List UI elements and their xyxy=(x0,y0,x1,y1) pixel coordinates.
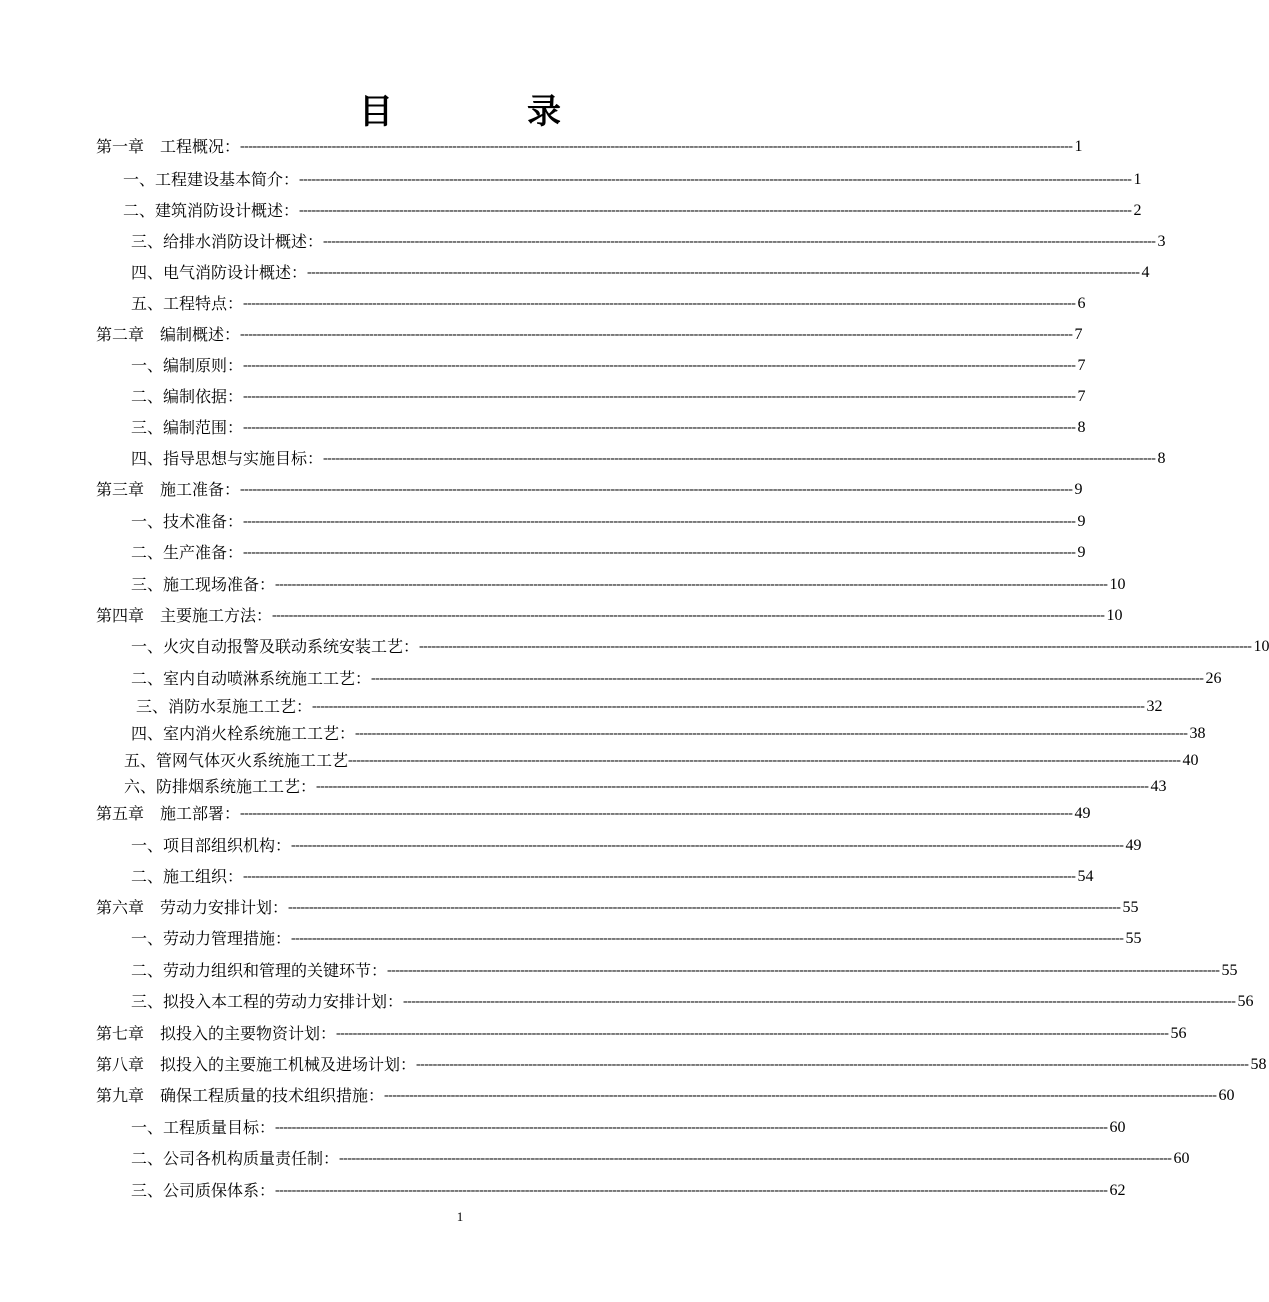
toc-entry-page: 32 xyxy=(1146,698,1163,715)
toc-entry[interactable] xyxy=(124,751,1199,771)
toc-leader: -------------------------------------------------------------------------------------------------------------------------------------------------------------------------------------------------------- xyxy=(307,265,1140,280)
toc-entry[interactable] xyxy=(131,543,1086,563)
toc-entry[interactable] xyxy=(131,232,1166,252)
toc-entry-page: 60 xyxy=(1109,1119,1126,1136)
toc-leader: -------------------------------------------------------------------------------------------------------------------------------------------------------------------------------------------------------- xyxy=(403,994,1236,1009)
toc-leader: -------------------------------------------------------------------------------------------------------------------------------------------------------------------------------------------------------- xyxy=(243,514,1076,529)
toc-entry-page: 1 xyxy=(1133,171,1142,188)
toc-leader: -------------------------------------------------------------------------------------------------------------------------------------------------------------------------------------------------------- xyxy=(339,1151,1172,1166)
toc-leader: -------------------------------------------------------------------------------------------------------------------------------------------------------------------------------------------------------- xyxy=(272,608,1105,623)
toc-entry-label: 第七章 拟投入的主要物资计划： xyxy=(96,1024,337,1043)
toc-entry[interactable] xyxy=(96,606,1123,626)
toc-entry-label: 二、编制依据： xyxy=(131,387,244,406)
toc-title: 目 录 xyxy=(359,92,611,132)
toc-entry-page: 8 xyxy=(1077,419,1086,436)
toc-entry[interactable] xyxy=(136,697,1163,717)
toc-leader: -------------------------------------------------------------------------------------------------------------------------------------------------------------------------------------------------------- xyxy=(243,869,1076,884)
toc-entry[interactable] xyxy=(131,992,1254,1012)
toc-entry-label: 二、室内自动喷淋系统施工工艺： xyxy=(131,669,372,688)
toc-leader: -------------------------------------------------------------------------------------------------------------------------------------------------------------------------------------------------------- xyxy=(240,139,1073,154)
toc-entry[interactable] xyxy=(131,836,1142,856)
toc-entry[interactable] xyxy=(131,387,1086,407)
toc-entry-page: 8 xyxy=(1157,450,1166,467)
toc-leader: -------------------------------------------------------------------------------------------------------------------------------------------------------------------------------------------------------- xyxy=(275,1120,1108,1135)
toc-entry-label: 四、指导思想与实施目标： xyxy=(131,449,324,468)
toc-entry[interactable] xyxy=(131,1181,1126,1201)
toc-entry-label: 一、工程质量目标： xyxy=(131,1118,276,1137)
toc-entry-label: 六、防排烟系统施工工艺： xyxy=(124,777,317,796)
toc-entry-label: 一、技术准备： xyxy=(131,512,244,531)
toc-leader: -------------------------------------------------------------------------------------------------------------------------------------------------------------------------------------------------------- xyxy=(243,358,1076,373)
toc-entry[interactable] xyxy=(96,325,1083,345)
toc-entry-label: 第二章 编制概述： xyxy=(96,325,241,344)
toc-leader: -------------------------------------------------------------------------------------------------------------------------------------------------------------------------------------------------------- xyxy=(387,963,1220,978)
toc-entry[interactable] xyxy=(131,418,1086,438)
toc-entry[interactable] xyxy=(131,294,1086,314)
toc-leader: -------------------------------------------------------------------------------------------------------------------------------------------------------------------------------------------------------- xyxy=(323,451,1156,466)
toc-entry-label: 第三章 施工准备： xyxy=(96,480,241,499)
toc-entry-label: 一、火灾自动报警及联动系统安装工艺： xyxy=(131,637,420,656)
toc-entry-page: 55 xyxy=(1122,899,1139,916)
toc-entry-page: 58 xyxy=(1250,1056,1267,1073)
toc-leader: -------------------------------------------------------------------------------------------------------------------------------------------------------------------------------------------------------- xyxy=(371,671,1204,686)
toc-leader: -------------------------------------------------------------------------------------------------------------------------------------------------------------------------------------------------------- xyxy=(312,699,1145,714)
toc-entry-page: 55 xyxy=(1125,930,1142,947)
toc-entry-label: 三、施工现场准备： xyxy=(131,575,276,594)
toc-leader: -------------------------------------------------------------------------------------------------------------------------------------------------------------------------------------------------------- xyxy=(240,806,1073,821)
toc-entry[interactable] xyxy=(96,898,1139,918)
toc-entry-label: 三、公司质保体系： xyxy=(131,1181,276,1200)
toc-entry-label: 一、工程建设基本简介： xyxy=(123,170,300,189)
toc-entry-page: 43 xyxy=(1150,778,1167,795)
toc-entry-label: 三、消防水泵施工工艺： xyxy=(136,697,313,716)
toc-entry-label: 二、劳动力组织和管理的关键环节： xyxy=(131,961,388,980)
toc-leader: -------------------------------------------------------------------------------------------------------------------------------------------------------------------------------------------------------- xyxy=(275,1183,1108,1198)
toc-entry-label: 四、电气消防设计概述： xyxy=(131,263,308,282)
toc-entry-label: 二、生产准备： xyxy=(131,543,244,562)
toc-entry-page: 60 xyxy=(1173,1150,1190,1167)
toc-entry-page: 10 xyxy=(1253,638,1269,655)
toc-entry[interactable] xyxy=(131,724,1206,744)
toc-leader: -------------------------------------------------------------------------------------------------------------------------------------------------------------------------------------------------------- xyxy=(288,900,1121,915)
toc-entry[interactable] xyxy=(131,512,1086,532)
toc-leader: -------------------------------------------------------------------------------------------------------------------------------------------------------------------------------------------------------- xyxy=(323,234,1156,249)
toc-entry[interactable] xyxy=(124,777,1167,797)
toc-entry[interactable] xyxy=(131,961,1238,981)
toc-entry-page: 10 xyxy=(1106,607,1123,624)
toc-entry[interactable] xyxy=(96,137,1083,157)
toc-leader: -------------------------------------------------------------------------------------------------------------------------------------------------------------------------------------------------------- xyxy=(348,753,1181,768)
toc-leader: -------------------------------------------------------------------------------------------------------------------------------------------------------------------------------------------------------- xyxy=(243,545,1076,560)
toc-entry-page: 7 xyxy=(1077,357,1086,374)
toc-entry-label: 二、建筑消防设计概述： xyxy=(123,201,300,220)
toc-entry[interactable] xyxy=(131,637,1269,657)
toc-entry-label: 一、劳动力管理措施： xyxy=(131,929,292,948)
toc-entry-label: 三、编制范围： xyxy=(131,418,244,437)
toc-entry-page: 38 xyxy=(1189,725,1206,742)
toc-leader: -------------------------------------------------------------------------------------------------------------------------------------------------------------------------------------------------------- xyxy=(243,296,1076,311)
toc-entry-label: 三、给排水消防设计概述： xyxy=(131,232,324,251)
toc-entry[interactable] xyxy=(123,201,1142,221)
toc-entry[interactable] xyxy=(131,669,1222,689)
toc-leader: -------------------------------------------------------------------------------------------------------------------------------------------------------------------------------------------------------- xyxy=(240,327,1073,342)
toc-entry-label: 第六章 劳动力安排计划： xyxy=(96,898,289,917)
page-number: 1 xyxy=(456,1209,464,1224)
toc-leader: -------------------------------------------------------------------------------------------------------------------------------------------------------------------------------------------------------- xyxy=(299,203,1132,218)
toc-leader: -------------------------------------------------------------------------------------------------------------------------------------------------------------------------------------------------------- xyxy=(243,420,1076,435)
toc-entry-label: 一、编制原则： xyxy=(131,356,244,375)
toc-leader: -------------------------------------------------------------------------------------------------------------------------------------------------------------------------------------------------------- xyxy=(275,577,1108,592)
toc-entry-page: 62 xyxy=(1109,1182,1126,1199)
toc-entry[interactable] xyxy=(131,449,1166,469)
toc-entry[interactable] xyxy=(96,804,1091,824)
toc-entry-page: 2 xyxy=(1133,202,1142,219)
toc-leader: -------------------------------------------------------------------------------------------------------------------------------------------------------------------------------------------------------- xyxy=(355,726,1188,741)
toc-entry[interactable] xyxy=(96,1024,1187,1044)
toc-entry[interactable] xyxy=(131,575,1126,595)
toc-entry[interactable] xyxy=(96,480,1083,500)
toc-entry-label: 第八章 拟投入的主要施工机械及进场计划： xyxy=(96,1055,417,1074)
toc-entry-page: 9 xyxy=(1077,544,1086,561)
toc-entry-page: 10 xyxy=(1109,576,1126,593)
toc-entry[interactable] xyxy=(131,867,1094,887)
toc-entry-page: 9 xyxy=(1074,481,1083,498)
toc-entry-label: 一、项目部组织机构： xyxy=(131,836,292,855)
toc-entry[interactable] xyxy=(131,356,1086,376)
toc-entry-label: 第四章 主要施工方法： xyxy=(96,606,273,625)
toc-entry-page: 55 xyxy=(1221,962,1238,979)
toc-entry-page: 49 xyxy=(1074,805,1091,822)
toc-leader: -------------------------------------------------------------------------------------------------------------------------------------------------------------------------------------------------------- xyxy=(336,1026,1169,1041)
toc-leader: -------------------------------------------------------------------------------------------------------------------------------------------------------------------------------------------------------- xyxy=(299,172,1132,187)
toc-entry[interactable] xyxy=(131,1118,1126,1138)
toc-leader: -------------------------------------------------------------------------------------------------------------------------------------------------------------------------------------------------------- xyxy=(291,838,1124,853)
toc-entry-page: 56 xyxy=(1170,1025,1187,1042)
toc-leader: -------------------------------------------------------------------------------------------------------------------------------------------------------------------------------------------------------- xyxy=(291,931,1124,946)
toc-entry-label: 三、拟投入本工程的劳动力安排计划： xyxy=(131,992,404,1011)
toc-leader: -------------------------------------------------------------------------------------------------------------------------------------------------------------------------------------------------------- xyxy=(243,389,1076,404)
toc-entry-label: 第九章 确保工程质量的技术组织措施： xyxy=(96,1086,385,1105)
toc-entry-label: 第一章 工程概况： xyxy=(96,137,241,156)
toc-entry-page: 7 xyxy=(1074,326,1083,343)
toc-entry-page: 60 xyxy=(1218,1087,1235,1104)
toc-entry-page: 54 xyxy=(1077,868,1094,885)
toc-entry-label: 第五章 施工部署： xyxy=(96,804,241,823)
toc-leader: -------------------------------------------------------------------------------------------------------------------------------------------------------------------------------------------------------- xyxy=(316,779,1149,794)
toc-entry[interactable] xyxy=(131,1149,1190,1169)
toc-entry[interactable] xyxy=(96,1055,1267,1075)
toc-entry-label: 二、施工组织： xyxy=(131,867,244,886)
toc-entry-label: 五、工程特点： xyxy=(131,294,244,313)
toc-entry[interactable] xyxy=(131,929,1142,949)
toc-entry[interactable] xyxy=(96,1086,1235,1106)
toc-entry-page: 40 xyxy=(1182,752,1199,769)
toc-entry-label: 五、管网气体灭火系统施工工艺 xyxy=(124,751,349,770)
toc-entry-page: 3 xyxy=(1157,233,1166,250)
toc-entry-page: 49 xyxy=(1125,837,1142,854)
toc-entry-page: 6 xyxy=(1077,295,1086,312)
toc-entry-page: 26 xyxy=(1205,670,1222,687)
toc-leader: -------------------------------------------------------------------------------------------------------------------------------------------------------------------------------------------------------- xyxy=(384,1088,1217,1103)
toc-entry[interactable] xyxy=(131,263,1150,283)
toc-entry-page: 9 xyxy=(1077,513,1086,530)
toc-entry-label: 四、室内消火栓系统施工工艺： xyxy=(131,724,356,743)
toc-leader: -------------------------------------------------------------------------------------------------------------------------------------------------------------------------------------------------------- xyxy=(240,482,1073,497)
toc-entry-page: 4 xyxy=(1141,264,1150,281)
toc-leader: -------------------------------------------------------------------------------------------------------------------------------------------------------------------------------------------------------- xyxy=(416,1057,1249,1072)
toc-entry-page: 1 xyxy=(1074,138,1083,155)
toc-leader: -------------------------------------------------------------------------------------------------------------------------------------------------------------------------------------------------------- xyxy=(419,639,1252,654)
toc-entry-page: 7 xyxy=(1077,388,1086,405)
toc-entry-label: 二、公司各机构质量责任制： xyxy=(131,1149,340,1168)
toc-entry[interactable] xyxy=(123,170,1142,190)
toc-entry-page: 56 xyxy=(1237,993,1254,1010)
